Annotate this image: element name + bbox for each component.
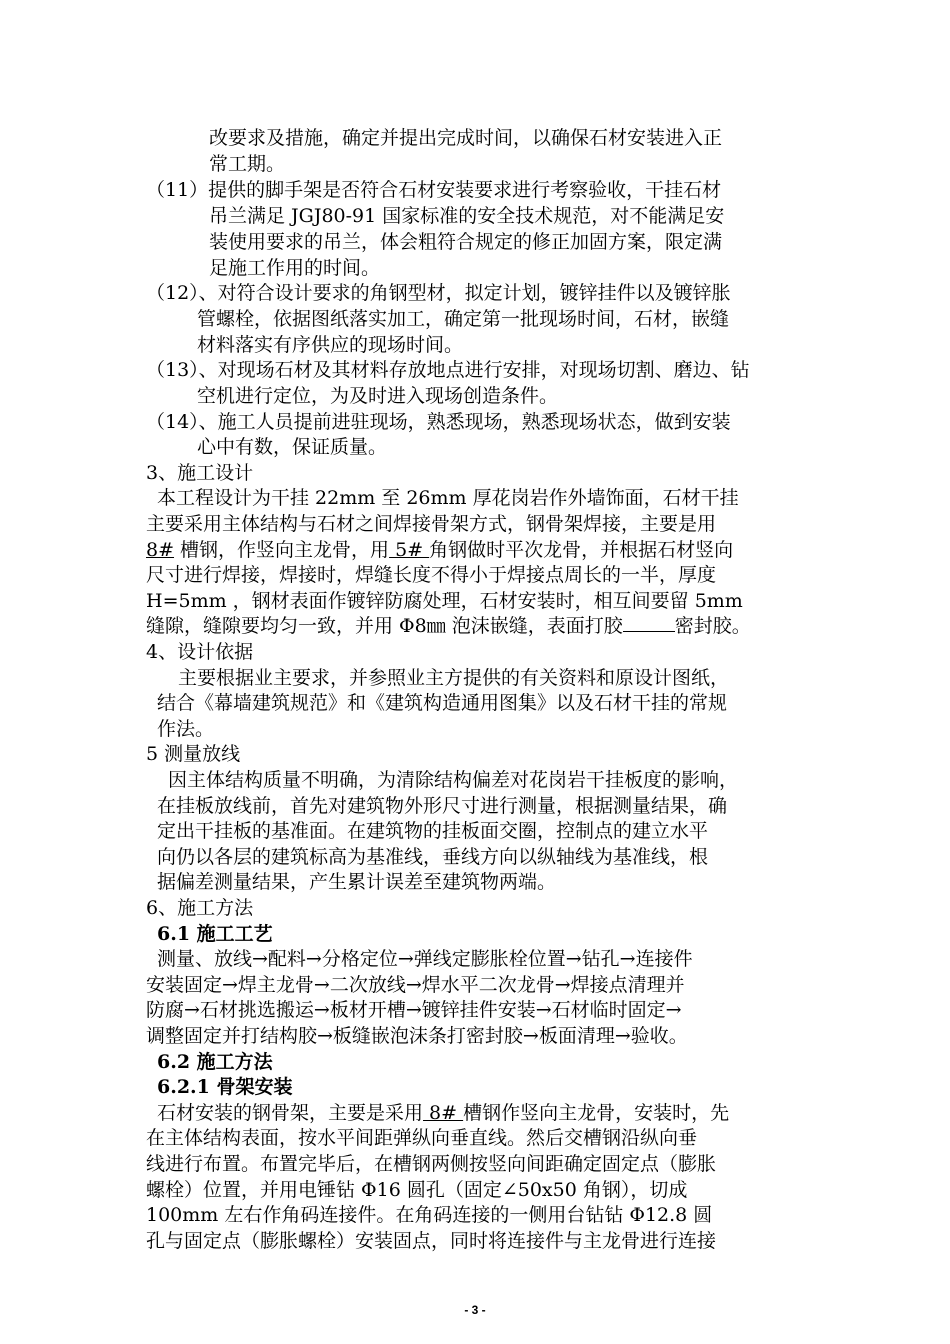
text-line: 防腐→石材挑选搬运→板材开槽→镀锌挂件安装→石材临时固定→ — [146, 999, 682, 1021]
section-heading-6: 6、施工方法 — [146, 897, 254, 919]
text-line: 测量、放线→配料→分格定位→弹线定膨胀栓位置→钻孔→连接件 — [157, 948, 693, 970]
text-line: 主要根据业主要求，并参照业主方提供的有关资料和原设计图纸， — [178, 667, 730, 689]
text-run: 槽钢，作竖向主龙骨，用 — [174, 539, 390, 561]
text-line: 作法。 — [157, 718, 215, 740]
list-item-13: （13）、对现场石材及其材料存放地点进行安排，对现场切割、磨边、钻 — [146, 359, 750, 381]
page-number: - 3 - — [464, 1303, 486, 1317]
subsection-heading-6-2: 6.2 施工方法 — [157, 1051, 273, 1073]
list-item-12: （12）、对符合设计要求的角钢型材，拟定计划，镀锌挂件以及镀锌胀 — [146, 282, 731, 304]
text-line: 调整固定并打结构胶→板缝嵌泡沫条打密封胶→板面清理→验收。 — [146, 1025, 688, 1047]
text-line: 孔与固定点（膨胀螺栓）安装固点，同时将连接件与主龙骨进行连接 — [146, 1230, 717, 1252]
text-line: 心中有数，保证质量。 — [197, 436, 388, 458]
text-line: 定出干挂板的基准面。在建筑物的挂板面交圈，控制点的建立水平 — [157, 820, 709, 842]
text-line: 在挂板放线前，首先对建筑物外形尺寸进行测量，根据测量结果，确 — [157, 795, 728, 817]
list-item-11: （11）提供的脚手架是否符合石材安装要求进行考察验收，干挂石材 — [146, 179, 722, 201]
text-line: 管螺栓，依据图纸落实加工，确定第一批现场时间，石材，嵌缝 — [197, 308, 730, 330]
text-line — [157, 1100, 729, 1126]
section-heading-5: 5 测量放线 — [146, 743, 241, 765]
section-heading-4: 4、设计依据 — [146, 641, 254, 663]
text-line: 尺寸进行焊接，焊接时，焊缝长度不得小于焊接点周长的一半，厚度 — [146, 564, 717, 586]
text-line: 改要求及措施，确定并提出完成时间，以确保石材安装进入正 — [209, 127, 723, 149]
text-line: 在主体结构表面，按水平间距弹纵向垂直线。然后交槽钢沿纵向垂 — [146, 1127, 698, 1149]
text-line: 100mm 左右作角码连接件。在角码连接的一侧用台钻钻 Φ12.8 圆 — [146, 1204, 713, 1226]
fill-in-blank — [623, 613, 675, 632]
text-line: 据偏差测量结果，产生累计误差至建筑物两端。 — [157, 871, 557, 893]
text-line: 螺栓）位置，并用电锤钻 Φ16 圆孔（固定∠50x50 角钢），切成 — [146, 1179, 688, 1201]
text-line: 材料落实有序供应的现场时间。 — [197, 334, 464, 356]
subsection-heading-6-2-1: 6.2.1 骨架安装 — [157, 1076, 293, 1098]
underlined-text: 8# — [146, 539, 175, 561]
underlined-text: 5# — [389, 539, 430, 561]
text-line: 足施工作用的时间。 — [209, 257, 381, 279]
underlined-text: 8# — [423, 1102, 464, 1124]
text-run: 角钢做时平次龙骨，并根据石材竖向 — [429, 539, 734, 561]
text-line: H=5mm ，钢材表面作镀锌防腐处理，石材安装时，相互间要留 5mm — [146, 590, 743, 612]
subsection-heading-6-1: 6.1 施工工艺 — [157, 923, 273, 945]
text-line: 吊兰满足 JGJ80-91 国家标准的安全技术规范，对不能满足安 — [209, 205, 725, 227]
text-run: 槽钢作竖向主龙骨，安装时，先 — [463, 1102, 730, 1124]
text-line: 安装固定→焊主龙骨→二次放线→焊水平二次龙骨→焊接点清理并 — [146, 974, 685, 996]
text-run: 密封胶。 — [674, 615, 751, 637]
text-line: 装使用要求的吊兰，体会粗符合规定的修正加固方案，限定满 — [209, 231, 723, 253]
text-line — [146, 613, 751, 639]
text-line: 主要采用主体结构与石材之间焊接骨架方式，钢骨架焊接，主要是用 — [146, 513, 717, 535]
text-run: 缝隙，缝隙要均匀一致，并用 Φ8㎜ 泡沫嵌缝，表面打胶 — [146, 615, 623, 637]
text-run: 石材安装的钢骨架，主要是采用 — [157, 1102, 424, 1124]
text-line: 因主体结构质量不明确，为清除结构偏差对花岗岩干挂板度的影响， — [168, 769, 739, 791]
text-line: 结合《幕墙建筑规范》和《建筑构造通用图集》以及石材干挂的常规 — [157, 692, 728, 714]
text-line: 向仍以各层的建筑标高为基准线，垂线方向以纵轴线为基准线，根 — [157, 846, 709, 868]
text-line: 常工期。 — [209, 153, 286, 175]
section-heading-3: 3、施工设计 — [146, 462, 254, 484]
text-line: 本工程设计为干挂 22mm 至 26mm 厚花岗岩作外墙饰面，石材干挂 — [157, 487, 739, 509]
list-item-14: （14）、施工人员提前进驻现场，熟悉现场，熟悉现场状态，做到安装 — [146, 411, 731, 433]
text-line: 线进行布置。布置完毕后，在槽钢两侧按竖向间距确定固定点（膨胀 — [146, 1153, 717, 1175]
text-line — [146, 537, 733, 563]
text-line: 空机进行定位，为及时进入现场创造条件。 — [197, 385, 559, 407]
